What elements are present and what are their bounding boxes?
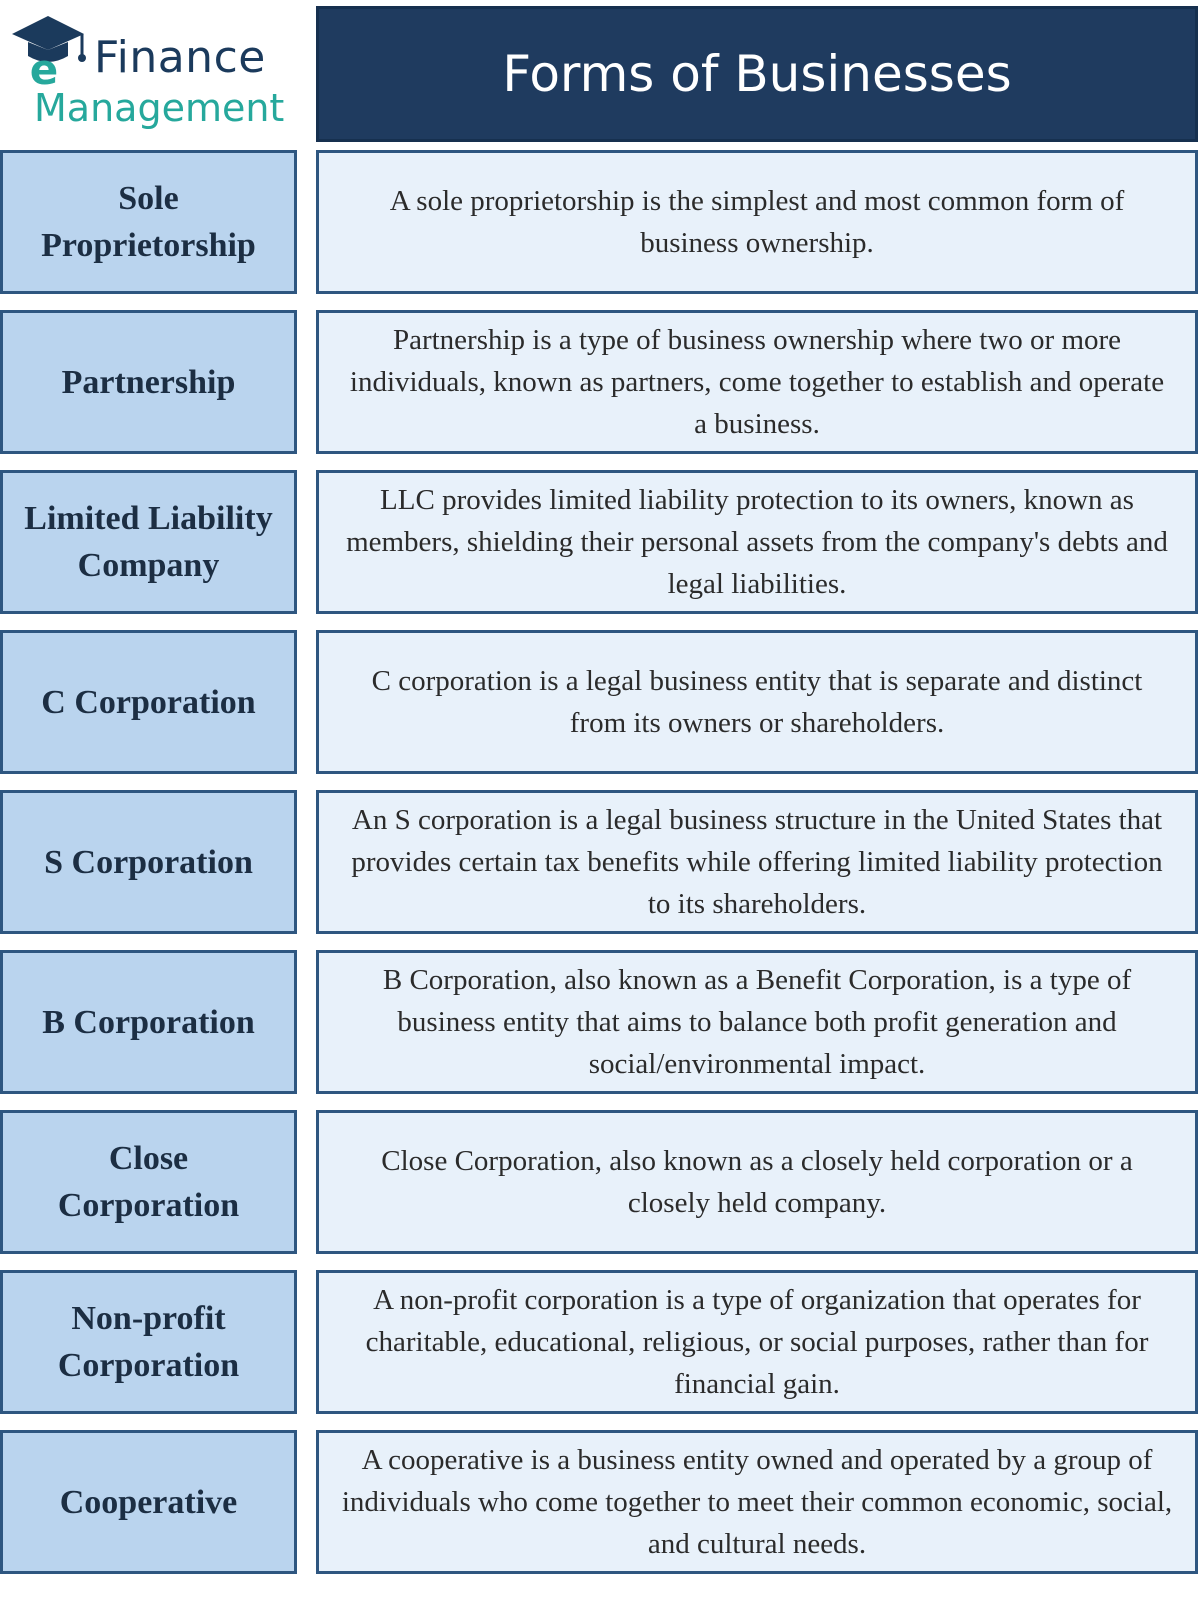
table-row [0, 630, 1200, 774]
row-label-cell [0, 470, 297, 614]
row-description: Partnership is a type of business ownership where two or more individuals, known as partners, come together to establish and operate a business. [349, 324, 1165, 440]
row-description: LLC provides limited liability protection to its owners, known as members, shielding their personal assets from the company's debts and legal liabilities. [346, 484, 1168, 600]
row-label-cell [0, 790, 297, 934]
row-label-cell [0, 950, 297, 1094]
table-row [0, 470, 1200, 614]
row-description: B Corporation, also known as a Benefit Corporation, is a type of business entity that aims to balance both profit generation and social/environmental impact. [382, 964, 1132, 1080]
graduation-cap-logo-icon [4, 4, 88, 88]
row-description: An S corporation is a legal business structure in the United States that provides certain tax benefits while offering limited liability protection to its shareholders. [351, 804, 1163, 920]
row-description: Close Corporation, also known as a closely held corporation or a closely held company. [381, 1145, 1133, 1219]
row-label: B Corporation [42, 1003, 255, 1041]
row-label: Non-profit Corporation [57, 1300, 240, 1384]
row-label: Limited Liability Company [24, 500, 273, 584]
table-row [0, 790, 1200, 934]
table-row [0, 150, 1200, 294]
header [0, 0, 1200, 148]
row-label: Partnership [61, 363, 236, 401]
row-description-cell [316, 470, 1198, 614]
row-label-cell [0, 1270, 297, 1414]
row-label-cell [0, 1430, 297, 1574]
row-description-cell [316, 790, 1198, 934]
table-row [0, 1430, 1200, 1574]
row-description-cell [316, 1430, 1198, 1574]
logo-mark-letter: e [29, 45, 59, 88]
row-description: A non-profit corporation is a type of organization that operates for charitable, educational, religious, or social purposes, rather than for financial gain. [365, 1284, 1149, 1400]
logo [4, 4, 304, 144]
row-description-cell [316, 150, 1198, 294]
row-label: S Corporation [44, 843, 253, 881]
row-description-cell [316, 950, 1198, 1094]
table-row [0, 1270, 1200, 1414]
row-label-cell [0, 310, 297, 454]
title-banner [316, 6, 1198, 142]
row-label: Sole Proprietorship [41, 180, 256, 264]
logo-line-finance: Finance [94, 32, 266, 83]
row-description: A cooperative is a business entity owned and operated by a group of individuals who come together to meet their common economic, social, and cultural needs. [341, 1444, 1173, 1560]
page-title: Forms of Businesses [502, 45, 1012, 103]
row-description: A sole proprietorship is the simplest and most common form of business ownership. [389, 185, 1125, 259]
row-description: C corporation is a legal business entity that is separate and distinct from its owners or shareholders. [371, 665, 1143, 739]
row-label-cell [0, 1110, 297, 1254]
row-description-cell [316, 630, 1198, 774]
table-row [0, 950, 1200, 1094]
row-label: C Corporation [41, 683, 256, 721]
row-label-cell [0, 150, 297, 294]
row-label-cell [0, 630, 297, 774]
table-row [0, 310, 1200, 454]
row-description-cell [316, 1270, 1198, 1414]
row-description-cell [316, 310, 1198, 454]
table-row [0, 1110, 1200, 1254]
logo-line-management: Management [34, 86, 285, 130]
row-label: Close Corporation [57, 1140, 240, 1224]
row-description-cell [316, 1110, 1198, 1254]
row-label: Cooperative [59, 1483, 238, 1521]
